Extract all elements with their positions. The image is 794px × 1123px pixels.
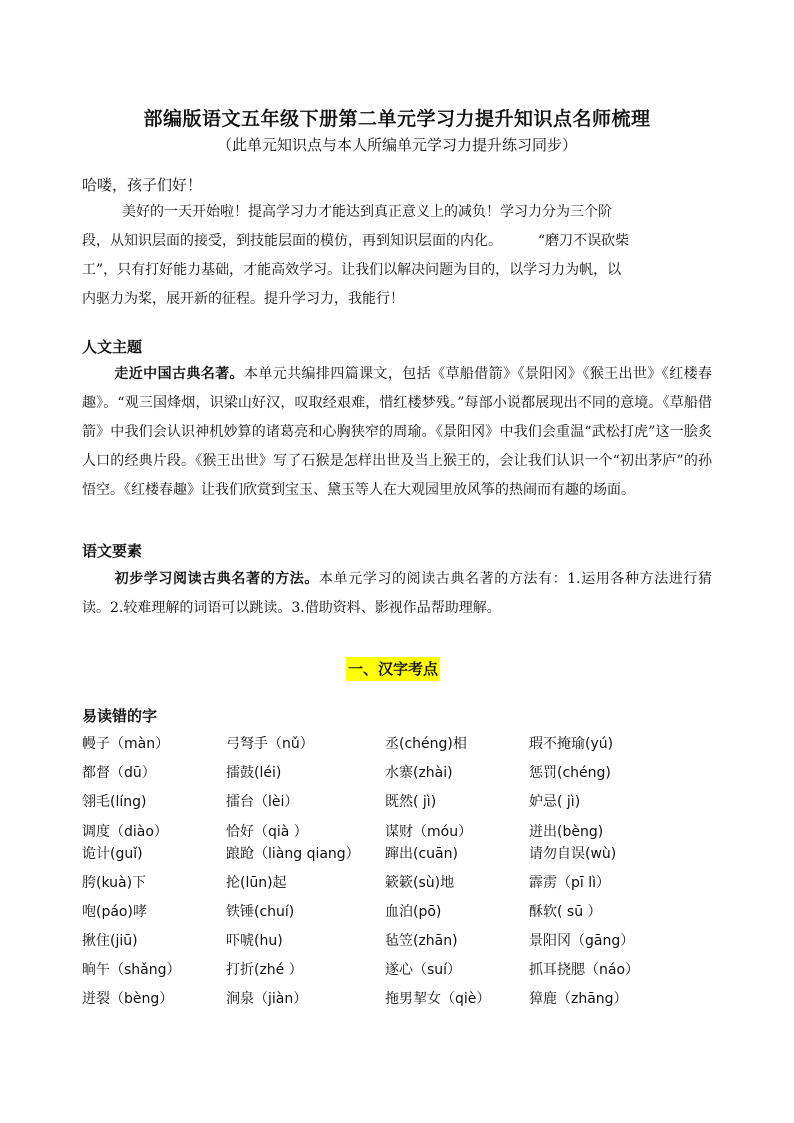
theme-heading: 人文主题	[82, 338, 143, 356]
intro-line: 内驱力为桨，展开新的征程。提升学习力，我能行！	[82, 291, 404, 307]
theme-body: 本单元共编排四篇课文，包括《草船借箭》《景阳冈》《猴王出世》《红楼春趣》。“观三国烽烟，识梁山好汉，叹取经艰难，惜红楼梦残。”每部小说都展现出不同的意境。《草船借箭》中我们会认识神机妙算的诸葛亮和心胸狭窄的周瑜。《景阳冈》中我们会重温“武松打虎”这一脍炙人口的经典片段。《猴王出世》写了石猴是怎样出世及当上猴王的，会让我们认识一个“初出茅庐”的孙悟空。《红楼春趣》让我们欣赏到宝玉、黛玉等人在大观园里放风筝的热闹而有趣的场面。	[82, 366, 712, 498]
section-tag: 一、汉字考点	[346, 657, 440, 681]
word-item: 幔子（màn）	[82, 736, 170, 752]
word-item: 翎毛(líng)	[82, 794, 147, 810]
theme-paragraph	[82, 360, 712, 505]
language-heading: 语文要素	[82, 542, 143, 560]
word-item: 弓弩手（nǔ）	[226, 736, 314, 752]
document-title: 部编版语文五年级下册第二单元学习力提升知识点名师梳理	[143, 108, 651, 130]
word-item: 瑕不掩瑜(yú)	[529, 736, 614, 752]
word-item: 遂心（suí）	[385, 962, 462, 978]
word-item: 谋财（móu）	[385, 824, 473, 840]
word-item: 抓耳挠腮（náo）	[529, 962, 640, 978]
word-item: 打折(zhé ）	[226, 962, 303, 978]
word-item: 水寨(zhài)	[385, 765, 453, 781]
word-item: 血泊(pō)	[385, 904, 442, 920]
word-item: 调度（diào）	[82, 824, 168, 840]
word-item: 揪住(jiū)	[82, 933, 138, 949]
word-item: 擂鼓(léi)	[226, 765, 282, 781]
word-item: 铁锤(chuí)	[226, 904, 295, 920]
language-paragraph	[82, 565, 712, 623]
word-item: 酥软( sū ）	[529, 904, 602, 920]
intro-line: 段，从知识层面的接受，到技能层面的模仿，再到知识层面的内化。 “磨刀不误砍柴	[82, 233, 630, 249]
section-subheading: 易读错的字	[82, 707, 158, 725]
word-item: 迸出(bèng)	[529, 824, 604, 840]
intro-line: 美好的一天开始啦！提高学习力才能达到真正意义上的减负！学习力分为三个阶	[122, 204, 612, 220]
word-item: 既然( jì)	[385, 794, 437, 810]
document-subtitle: （此单元知识点与本人所编单元学习力提升练习同步）	[216, 136, 577, 154]
word-item: 恰好（qià ）	[226, 824, 308, 840]
language-body: 本单元学习的阅读古典名著的方法有：1.运用各种方法进行猜读。2.较难理解的词语可以跳读。3.借助资料、影视作品帮助理解。	[82, 571, 712, 616]
word-item: 踉跄（liàng qiang）	[226, 846, 360, 862]
intro-paragraph	[82, 198, 714, 314]
word-item: 吓唬(hu)	[226, 933, 283, 949]
word-item: 抡(lūn)起	[226, 875, 287, 891]
word-item: 晌午（shǎng）	[82, 962, 181, 978]
word-item: 胯(kuà)下	[82, 875, 147, 891]
word-item: 涧泉（jiàn）	[226, 991, 308, 1007]
word-item: 迸裂（bèng）	[82, 991, 174, 1007]
intro-line: 工”，只有打好能力基础，才能高效学习。让我们以解决问题为目的，以学习力为帆，以	[82, 262, 622, 278]
word-item: 霹雳（pī lì）	[529, 875, 611, 891]
word-item: 丞(chéng)相	[385, 736, 467, 752]
word-item: 拖男挈女（qiè）	[385, 991, 491, 1007]
word-item: 妒忌( jì)	[529, 794, 581, 810]
word-item: 簌簌(sù)地	[385, 875, 455, 891]
word-item: 蹿出(cuān)	[385, 846, 458, 862]
language-lead: 初步学习阅读古典名著的方法。	[114, 571, 320, 587]
theme-lead: 走近中国古典名著。	[114, 366, 244, 382]
word-item: 擂台（lèi）	[226, 794, 299, 810]
word-item: 都督（dū）	[82, 765, 156, 781]
word-item: 毡笠(zhān)	[385, 933, 458, 949]
word-item: 诡计(guǐ)	[82, 846, 143, 862]
word-item: 獐鹿（zhāng）	[529, 991, 628, 1007]
word-item: 请勿自误(wù)	[529, 846, 617, 862]
word-item: 咆(páo)哮	[82, 904, 147, 920]
word-item: 惩罚(chéng)	[529, 765, 611, 781]
word-item: 景阳冈（gāng）	[529, 933, 635, 949]
greeting: 哈喽，孩子们好！	[82, 176, 203, 194]
